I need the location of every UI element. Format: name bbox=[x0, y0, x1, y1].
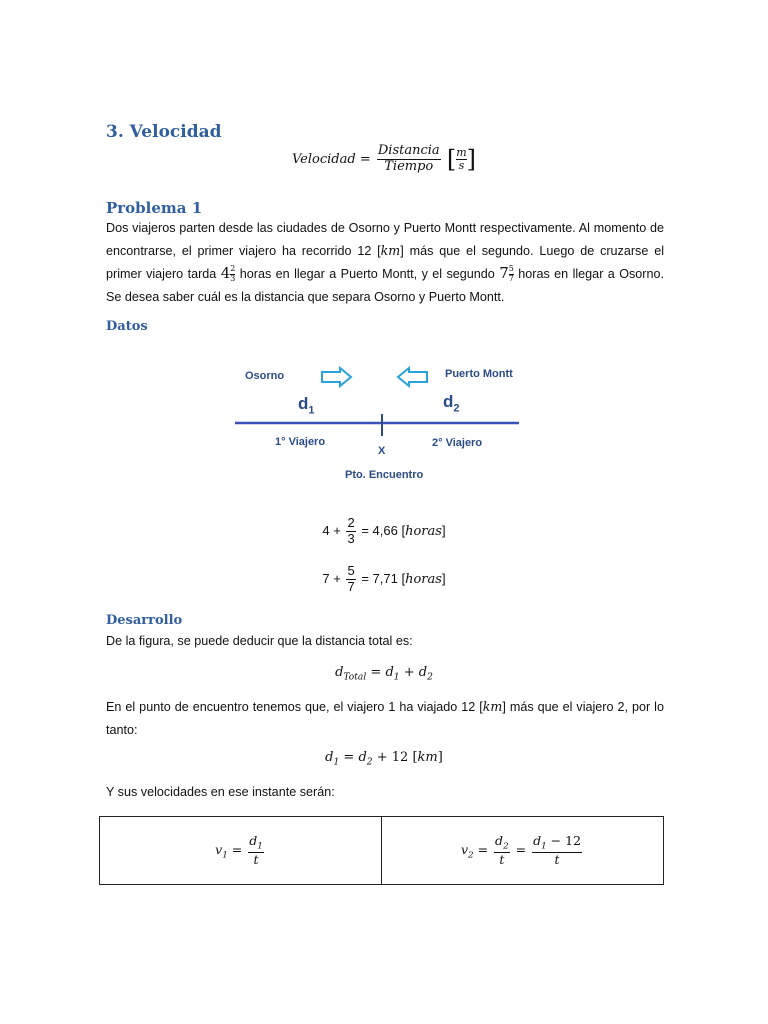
meet-mark: X bbox=[378, 445, 386, 457]
formula-fraction: $\frac{\text{Distancia}}{\text{Tiempo}}$ bbox=[377, 143, 440, 174]
d2-label: $d_2$ bbox=[443, 392, 460, 415]
desarrollo-intro: De la figura, se puede deducir que la distancia total es: bbox=[106, 634, 413, 648]
t2-mixed: 7 $\frac{5}{7}$ bbox=[499, 264, 514, 283]
left-city: Osorno bbox=[245, 370, 285, 382]
v2-cell: $v_2$ = $\frac{d_2}{t}$ = $\frac{d_1 - 12}{t}$ bbox=[382, 817, 664, 885]
right-traveler: 2° Viajero bbox=[432, 437, 483, 449]
t1-mixed: 4 $\frac{2}{3}$ bbox=[220, 264, 236, 283]
left-traveler: 1° Viajero bbox=[275, 436, 326, 448]
unit-fraction: $\frac{m}{s}$ bbox=[456, 146, 467, 172]
desarrollo-title: Desarrollo bbox=[106, 613, 183, 628]
section-title: 3. Velocidad bbox=[106, 122, 222, 142]
datos-title: Datos bbox=[106, 319, 148, 334]
arrow-left-icon bbox=[398, 368, 427, 386]
velocity-formula: Velocidad = $\frac{\text{Distancia}}{\text{Tiempo}}$ [ $\frac{m}{s}$ ] bbox=[291, 143, 476, 174]
vel-intro: Y sus velocidades en ese instante serán: bbox=[106, 785, 335, 799]
v1-cell: $v_1$ = $\frac{d_1}{t}$ bbox=[100, 817, 382, 885]
travel-diagram bbox=[230, 360, 530, 490]
problem-title: Problema 1 bbox=[106, 199, 203, 217]
dtotal-eq: $d_{Total} = d_1 + d_2$ bbox=[335, 665, 433, 683]
problem-text: Dos viajeros parten desde las ciudades de Osorno y Puerto Montt respectivamente. Al momento de encontrarse, el primer viajero ha recorrido 12 [km] más que el segundo. Luego de cruzarse el primer viajero tarda 4 $\frac{2}{3}$ horas en llegar a Puerto Montt, y el segundo 7 $\frac{5}{7}$ horas en llegar a Osorno. Se desea saber cuál es la distancia que separa Osorno y Puerto Montt. bbox=[106, 221, 664, 304]
arrow-right-icon bbox=[322, 368, 351, 386]
formula-lhs: Velocidad bbox=[291, 151, 356, 167]
meet-text: En el punto de encuentro tenemos que, el viajero 1 ha viajado 12 [km] más que el viajero 2, por lo tanto: bbox=[106, 699, 664, 737]
d1-label: $d_1$ bbox=[298, 394, 315, 417]
right-city: Puerto Montt bbox=[445, 368, 513, 380]
time-eq-1: 4 + $\frac{2}{3}$ = 4,66 [horas] bbox=[322, 515, 446, 546]
velocity-table bbox=[99, 816, 664, 885]
meet-label: Pto. Encuentro bbox=[345, 469, 424, 481]
d1-eq: $d_1 = d_2 + 12$ [km] bbox=[325, 750, 443, 768]
time-eq-2: 7 + $\frac{5}{7}$ = 7,71 [horas] bbox=[322, 563, 446, 594]
